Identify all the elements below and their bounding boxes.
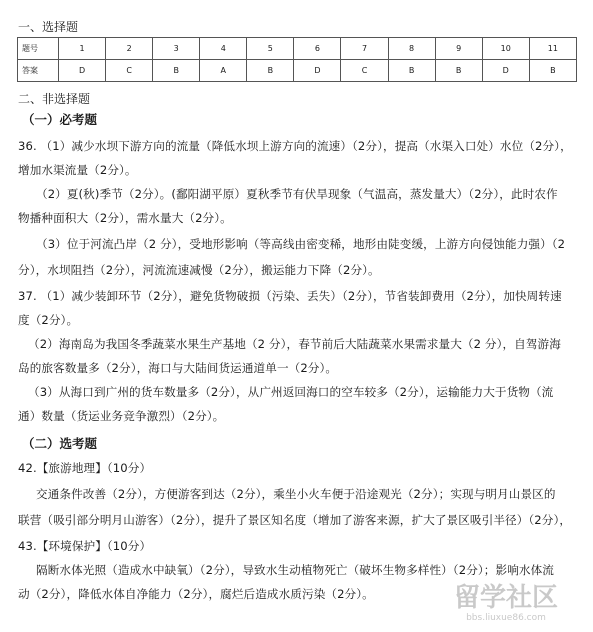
answer-line: 增加水渠流量（2分）。	[18, 163, 137, 177]
table-cell: 6	[294, 38, 341, 60]
answer-line: 42.【旅游地理】（10分）	[18, 461, 152, 475]
answer-line: 度（2分）。	[18, 313, 79, 327]
table-cell: D	[482, 60, 529, 82]
table-cell: C	[106, 60, 153, 82]
table-cell: 10	[482, 38, 529, 60]
section-title-choice: 一、选择题	[18, 20, 79, 34]
table-cell: B	[388, 60, 435, 82]
site-watermark	[431, 576, 581, 624]
watermark-text: 留学社区	[453, 583, 559, 613]
table-cell: C	[341, 60, 388, 82]
answer-line: 37. （1）减少装卸环节（2分），避免货物破损（污染、丢失）（2分），节省装卸费用（2分），加快周转速	[18, 289, 562, 303]
subsection-title-required: （一）必考题	[22, 112, 98, 127]
answer-line: （2）夏(秋)季节（2分）。(鄱阳湖平原）夏秋季节有伏旱现象（气温高，蒸发量大）（2分），此时农作	[36, 187, 558, 201]
table-row	[18, 38, 577, 60]
table-cell: 1	[59, 38, 106, 60]
table-cell: 题号	[18, 38, 59, 60]
answer-line: 交通条件改善（2分），方便游客到达（2分），乘坐小火车便于沿途观光（2分）；实现与明月山景区的	[36, 487, 556, 501]
table-cell: B	[529, 60, 576, 82]
table-cell: 答案	[18, 60, 59, 82]
table-cell: 5	[247, 38, 294, 60]
table-cell: D	[59, 60, 106, 82]
answer-table	[17, 37, 577, 82]
watermark-url: bbs.liuxue86.com	[466, 613, 546, 623]
answer-line: （3）从海口到广州的货车数量多（2分），从广州返回海口的空车较多（2分），运输能力大于货物（流	[28, 385, 554, 399]
answer-line: （2）海南岛为我国冬季蔬菜水果生产基地（2 分），春节前后大陆蔬菜水果需求量大（2 分），自驾游海	[28, 337, 561, 351]
answer-line: 动（2分），降低水体自净能力（2分），腐烂后造成水质污染（2分）。	[18, 587, 374, 601]
answer-line: 36. （1）减少水坝下游方向的流量（降低水坝上游方向的流速）（2分），提高（水渠入口处）水位（2分），	[18, 139, 572, 153]
table-cell: 2	[106, 38, 153, 60]
answer-line: 岛的旅客数量多（2分），海口与大陆间货运通道单一（2分）。	[18, 361, 338, 375]
table-cell: A	[200, 60, 247, 82]
answer-line: 分），水坝阻挡（2分），河流流速减慢（2分），搬运能力下降（2分）。	[18, 263, 380, 277]
table-cell: 11	[529, 38, 576, 60]
subsection-title-optional: （二）选考题	[22, 436, 98, 451]
answer-line: 物播种面积大（2分），需水量大（2分）。	[18, 211, 232, 225]
answer-line: （3）位于河流凸岸（2 分），受地形影响（等高线由密变稀，地形由陡变缓，上游方向侵蚀能力强）（2	[36, 237, 566, 251]
table-cell: 9	[435, 38, 482, 60]
table-cell: B	[247, 60, 294, 82]
answer-line: 通）数量（货运业务竞争激烈）（2分）。	[18, 409, 225, 423]
answer-line: 43.【环境保护】（10分）	[18, 539, 152, 553]
table-cell: 4	[200, 38, 247, 60]
table-cell: D	[294, 60, 341, 82]
section-title-nonchoice: 二、非选择题	[18, 92, 91, 106]
table-cell: 8	[388, 38, 435, 60]
table-cell: B	[435, 60, 482, 82]
answer-line: 联营（吸引部分明月山游客）（2分），提升了景区知名度（增加了游客来源，扩大了景区吸引半径）（2分），	[18, 513, 572, 527]
table-cell: 7	[341, 38, 388, 60]
table-cell: 3	[153, 38, 200, 60]
table-row	[18, 60, 577, 82]
answer-line: 隔断水体光照（造成水中缺氧）（2分），导致水生动植物死亡（破坏生物多样性）（2分）；影响水体流	[36, 563, 554, 577]
table-cell: B	[153, 60, 200, 82]
